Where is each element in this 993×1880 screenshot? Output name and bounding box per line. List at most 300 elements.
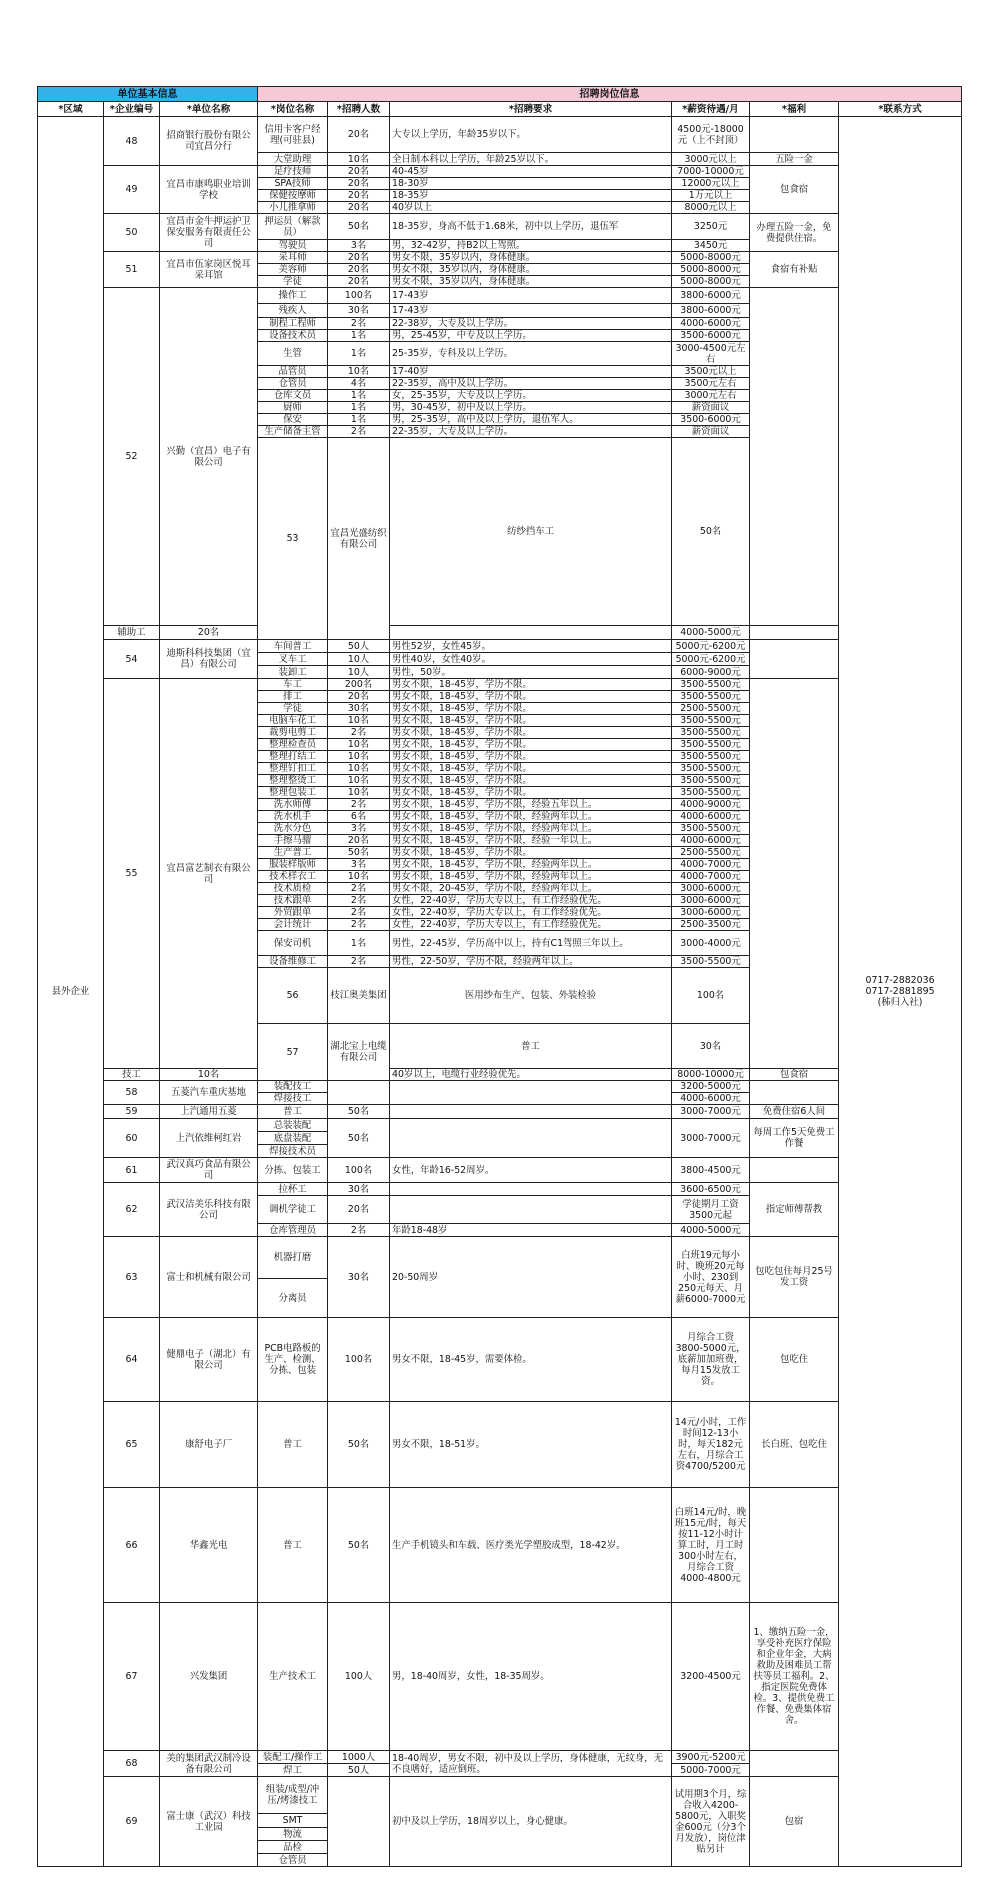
table-row [38, 1318, 962, 1402]
company-name-cell: 华鑫光电 [160, 1488, 258, 1603]
position-cell: 外贸跟单 [258, 907, 328, 919]
headcount-cell: 30名 [672, 1024, 750, 1069]
position-cell: 保安司机 [258, 931, 328, 956]
headcount-cell: 20名 [328, 264, 390, 276]
table-row [38, 1777, 962, 1814]
headcount-cell: 20名 [328, 117, 390, 153]
requirements-cell: 40岁以上 [390, 202, 672, 214]
headcount-cell: 100名 [672, 968, 750, 1024]
headcount-cell: 2名 [328, 318, 390, 330]
headcount-cell: 2名 [328, 799, 390, 811]
headcount-cell: 200名 [328, 679, 390, 691]
welfare-cell [750, 1158, 839, 1183]
position-cell: 装配技工 [258, 1081, 328, 1093]
headcount-cell: 50名 [328, 214, 390, 240]
salary-cell: 5000元-6200元 [672, 653, 750, 666]
salary-cell: 3500-5500元 [672, 691, 750, 703]
table-row [38, 1105, 962, 1119]
welfare-cell: 免费住宿6人间 [750, 1105, 839, 1119]
headcount-cell: 2名 [328, 883, 390, 895]
company-name-cell: 五菱汽车重庆基地 [160, 1081, 258, 1105]
requirements-cell: 男，30-45岁，初中及以上学历。 [390, 402, 672, 414]
welfare-cell: 每周工作5天免费工作餐 [750, 1119, 839, 1158]
requirements-cell: 男女不限，18-45岁，学历不限。 [390, 763, 672, 775]
table-row [38, 626, 962, 640]
table-row [38, 252, 962, 264]
headcount-cell: 10人 [328, 666, 390, 679]
position-cell: 排工 [258, 691, 328, 703]
company-no-cell: 69 [104, 1777, 160, 1867]
requirements-cell [390, 1196, 672, 1224]
region-cell: 县外企业 [38, 117, 104, 1867]
table-row [38, 1069, 962, 1081]
position-cell: 整理检查员 [258, 739, 328, 751]
headcount-cell: 2名 [328, 956, 390, 968]
header-salary: *薪资待遇/月 [672, 102, 750, 117]
table-row [38, 1751, 962, 1764]
headcount-cell: 100人 [328, 1603, 390, 1751]
salary-cell: 3450元 [672, 240, 750, 252]
salary-cell: 4500元-18000元（上不封顶） [672, 117, 750, 153]
welfare-cell [750, 1751, 839, 1777]
position-cell: SPA技师 [258, 178, 328, 190]
company-no-cell: 56 [258, 968, 328, 1024]
position-cell: 操作工 [258, 288, 328, 304]
welfare-cell [750, 117, 839, 153]
position-cell: 叉车工 [258, 653, 328, 666]
requirements-cell [390, 1183, 672, 1196]
salary-cell: 3000-4500元左右 [672, 342, 750, 366]
headcount-cell: 10名 [328, 751, 390, 763]
headcount-cell: 10名 [328, 739, 390, 751]
welfare-cell [750, 288, 839, 626]
company-no-cell: 66 [104, 1488, 160, 1603]
requirements-cell: 男性40岁，女性40岁。 [390, 653, 672, 666]
company-name-cell: 湖北宝上电缆有限公司 [328, 1024, 390, 1081]
headcount-cell: 30名 [328, 1183, 390, 1196]
position-cell: 残疾人 [258, 304, 328, 318]
headcount-cell: 1名 [328, 390, 390, 402]
salary-cell: 3000-7000元 [672, 1105, 750, 1119]
requirements-cell: 男性，22-45岁，学历高中以上，持有C1驾照三年以上。 [390, 931, 672, 956]
salary-cell: 3500-5500元 [672, 775, 750, 787]
salary-cell: 3500元左右 [672, 378, 750, 390]
requirements-cell: 22-35岁，大专及以上学历。 [390, 426, 672, 438]
position-cell: 采耳师 [258, 252, 328, 264]
salary-cell: 试用期3个月，综合收入4200-5800元，入职奖金600元（分3个月发放），岗位津贴另计 [672, 1777, 750, 1867]
salary-cell: 8000元以上 [672, 202, 750, 214]
headcount-cell: 2名 [328, 426, 390, 438]
position-cell: 大堂助理 [258, 153, 328, 166]
position-cell: 普工 [390, 1024, 672, 1069]
salary-cell: 4000-6000元 [672, 1093, 750, 1105]
table-row [38, 1119, 962, 1132]
salary-cell: 3800-6000元 [672, 288, 750, 304]
salary-cell: 3600-6500元 [672, 1183, 750, 1196]
company-name-cell: 美的集团武汉制冷设备有限公司 [160, 1751, 258, 1777]
position-cell: 仓管员 [258, 378, 328, 390]
requirements-cell: 20-50周岁 [390, 1237, 672, 1318]
salary-cell: 7000-10000元 [672, 166, 750, 178]
requirements-cell: 男，25-45岁，中专及以上学历。 [390, 330, 672, 342]
company-no-cell: 68 [104, 1751, 160, 1777]
position-cell: 学徒 [258, 703, 328, 715]
requirements-cell: 17-43岁 [390, 304, 672, 318]
company-no-cell: 67 [104, 1603, 160, 1751]
headcount-cell: 3名 [328, 823, 390, 835]
welfare-cell: 长白班、包吃住 [750, 1402, 839, 1488]
company-name-cell: 富士康（武汉）科技工业园 [160, 1777, 258, 1867]
company-name-cell: 康舒电子厂 [160, 1402, 258, 1488]
salary-cell: 4000-5000元 [672, 626, 750, 640]
company-no-cell: 53 [258, 438, 328, 640]
position-cell: 普工 [258, 1488, 328, 1603]
position-cell: 驾驶员 [258, 240, 328, 252]
company-name-cell: 武汉洁美乐科技有限公司 [160, 1183, 258, 1237]
headcount-cell [328, 1081, 390, 1105]
position-cell: 总装装配 [258, 1119, 328, 1132]
header-company-name: *单位名称 [160, 102, 258, 117]
position-cell: 辅助工 [104, 626, 160, 640]
salary-cell: 5000-8000元 [672, 276, 750, 288]
table-row [38, 679, 962, 691]
requirements-cell: 男女不限，35岁以内，身体健康。 [390, 264, 672, 276]
welfare-cell [750, 1488, 839, 1603]
position-cell: PCB电路板的生产、检测、分拣、包装 [258, 1318, 328, 1402]
salary-cell: 6000-9000元 [672, 666, 750, 679]
headcount-cell: 10名 [328, 787, 390, 799]
position-cell: 拉杯工 [258, 1183, 328, 1196]
table-row [38, 1237, 962, 1279]
position-cell: 保安 [258, 414, 328, 426]
headcount-cell: 20名 [328, 691, 390, 703]
salary-cell: 5000-8000元 [672, 264, 750, 276]
headcount-cell: 10名 [328, 775, 390, 787]
recruitment-table-sheet [37, 86, 961, 1867]
requirements-cell: 男，18-40周岁，女性，18-35周岁。 [390, 1603, 672, 1751]
position-cell: 技术样衣工 [258, 871, 328, 883]
requirements-cell [390, 1081, 672, 1105]
position-cell: 车工 [258, 679, 328, 691]
position-cell: 焊接技术员 [258, 1145, 328, 1158]
salary-cell: 3000元以上 [672, 153, 750, 166]
welfare-cell: 食宿有补贴 [750, 252, 839, 288]
salary-cell: 3500-5500元 [672, 739, 750, 751]
requirements-cell: 男性，22-50岁，学历不限，经验两年以上。 [390, 956, 672, 968]
position-cell: 品管员 [258, 366, 328, 378]
position-cell: 仓库文员 [258, 390, 328, 402]
requirements-cell: 男女不限，18-45岁，学历不限，经验两年以上。 [390, 823, 672, 835]
position-cell: 整理打结工 [258, 751, 328, 763]
salary-cell: 5000-8000元 [672, 252, 750, 264]
requirements-cell: 男女不限，18-45岁，学历不限，经验一年以上。 [390, 835, 672, 847]
table-row [38, 1158, 962, 1183]
salary-cell: 3000元左右 [672, 390, 750, 402]
position-cell: 电脑车花工 [258, 715, 328, 727]
requirements-cell: 男女不限，18-45岁，学历不限。 [390, 679, 672, 691]
headcount-cell: 3名 [328, 859, 390, 871]
salary-cell: 3500-6000元 [672, 330, 750, 342]
salary-cell: 4000-6000元 [672, 318, 750, 330]
headcount-cell: 20名 [328, 202, 390, 214]
recruitment-table [37, 86, 962, 1867]
header-position: *岗位名称 [258, 102, 328, 117]
company-no-cell: 55 [104, 679, 160, 1069]
headcount-cell: 20名 [328, 252, 390, 264]
requirements-cell: 男女不限，18-45岁，学历不限。 [390, 751, 672, 763]
salary-cell: 3500-5500元 [672, 727, 750, 739]
position-cell: 焊工 [258, 1764, 328, 1777]
table-row [38, 1603, 962, 1751]
company-no-cell: 48 [104, 117, 160, 166]
salary-cell: 5000元-6200元 [672, 640, 750, 653]
position-cell: 设备维修工 [258, 956, 328, 968]
headcount-cell: 50名 [328, 847, 390, 859]
position-cell: 手擦马骝 [258, 835, 328, 847]
table-body [38, 117, 962, 1867]
salary-cell: 月综合工资3800-5000元，底薪加加班费，每月15发放工资。 [672, 1318, 750, 1402]
requirements-cell: 全日制本科以上学历，年龄25岁以下。 [390, 153, 672, 166]
requirements-cell: 男女不限，35岁以内，身体健康。 [390, 252, 672, 264]
company-name-cell: 上汽通用五菱 [160, 1105, 258, 1119]
requirements-cell: 初中及以上学历，18周岁以上，身心健康。 [390, 1777, 672, 1867]
requirements-cell [390, 1119, 672, 1158]
headcount-cell: 50名 [328, 1105, 390, 1119]
salary-cell: 3500-6000元 [672, 414, 750, 426]
company-no-cell: 50 [104, 214, 160, 252]
headcount-cell: 2名 [328, 895, 390, 907]
company-name-cell: 宜昌光盛纺织有限公司 [328, 438, 390, 640]
headcount-cell: 10名 [160, 1069, 258, 1081]
salary-cell: 学徒期月工资3500元起 [672, 1196, 750, 1224]
headcount-cell: 10人 [328, 653, 390, 666]
headcount-cell: 20名 [328, 166, 390, 178]
company-no-cell: 59 [104, 1105, 160, 1119]
position-cell: 厨师 [258, 402, 328, 414]
contact-cell: 0717-2882036 0717-2881895 (秭归入社) [839, 117, 962, 1867]
headcount-cell: 50名 [328, 1488, 390, 1603]
requirements-cell [390, 626, 672, 640]
table-row [38, 117, 962, 153]
headcount-cell: 10名 [328, 366, 390, 378]
headcount-cell: 30名 [328, 703, 390, 715]
headcount-cell: 50名 [672, 438, 750, 626]
requirements-cell: 男女不限，18-45岁，学历不限。 [390, 727, 672, 739]
requirements-cell: 男女不限，18-45岁，学历不限，经验两年以上。 [390, 811, 672, 823]
company-name-cell: 健鼎电子（湖北）有限公司 [160, 1318, 258, 1402]
position-cell: 小儿推拿师 [258, 202, 328, 214]
salary-cell: 14元/小时，工作时间12-13小时，每天182元左右，月综合工资4700/5200元 [672, 1402, 750, 1488]
requirements-cell: 男女不限，20-45岁，学历不限，经验两年以上。 [390, 883, 672, 895]
requirements-cell: 生产手机镜头和车载、医疗类光学塑胶成型，18-42岁。 [390, 1488, 672, 1603]
table-row [38, 166, 962, 178]
salary-cell: 3500-5500元 [672, 787, 750, 799]
welfare-cell: 包食宿 [750, 1069, 839, 1081]
requirements-cell: 男女不限，18-45岁，学历不限。 [390, 787, 672, 799]
salary-cell: 3250元 [672, 214, 750, 240]
requirements-cell: 男女不限，18-45岁，学历不限。 [390, 775, 672, 787]
position-cell: 足疗技师 [258, 166, 328, 178]
salary-cell: 3800-4500元 [672, 1158, 750, 1183]
salary-cell: 白班19元每小时、晚班20元每小时、230到250元每天、月薪6000-7000元 [672, 1237, 750, 1318]
position-cell: 洗水分色 [258, 823, 328, 835]
welfare-cell [750, 679, 839, 1069]
position-cell: 组装/成型/冲压/烤漆技工 [258, 1777, 328, 1814]
headcount-cell: 20名 [160, 626, 258, 640]
headcount-cell: 30名 [328, 304, 390, 318]
headcount-cell: 20名 [328, 276, 390, 288]
headcount-cell: 1名 [328, 402, 390, 414]
salary-cell: 2500-3500元 [672, 919, 750, 931]
requirements-cell: 男女不限，18-45岁，学历不限，经验两年以上。 [390, 871, 672, 883]
position-cell: 仓库管理员 [258, 1224, 328, 1237]
headcount-cell: 6名 [328, 811, 390, 823]
position-cell: 技术质检 [258, 883, 328, 895]
position-cell: 裁剪电剪工 [258, 727, 328, 739]
company-name-cell: 宜昌市金牛押运护卫保安服务有限责任公司 [160, 214, 258, 252]
requirements-cell: 18-30岁 [390, 178, 672, 190]
company-name-cell: 上汽依维柯红岩 [160, 1119, 258, 1158]
header-region: *区域 [38, 102, 104, 117]
section-basic-info: 单位基本信息 [38, 87, 258, 102]
company-name-cell: 宜昌富艺制衣有限公司 [160, 679, 258, 1069]
salary-cell: 3500-5500元 [672, 751, 750, 763]
position-cell: 技工 [104, 1069, 160, 1081]
requirements-cell: 17-40岁 [390, 366, 672, 378]
welfare-cell [750, 640, 839, 679]
headcount-cell: 2名 [328, 919, 390, 931]
salary-cell: 3000-7000元 [672, 1119, 750, 1158]
welfare-cell: 包宿 [750, 1777, 839, 1867]
headcount-cell: 2名 [328, 907, 390, 919]
requirements-cell: 年龄18-48岁 [390, 1224, 672, 1237]
requirements-cell: 男女不限，35岁以内，身体健康。 [390, 276, 672, 288]
company-no-cell: 63 [104, 1237, 160, 1318]
salary-cell: 1万元以上 [672, 190, 750, 202]
requirements-cell: 40-45岁 [390, 166, 672, 178]
position-cell: 生产普工 [258, 847, 328, 859]
company-name-cell: 兴勤（宜昌）电子有限公司 [160, 288, 258, 626]
position-cell: 生管 [258, 342, 328, 366]
position-cell: 车间普工 [258, 640, 328, 653]
salary-cell: 3500-5500元 [672, 763, 750, 775]
welfare-cell [750, 1081, 839, 1105]
company-no-cell: 61 [104, 1158, 160, 1183]
position-cell: 整理整烫工 [258, 775, 328, 787]
headcount-cell: 10名 [328, 715, 390, 727]
company-no-cell: 49 [104, 166, 160, 214]
header-welfare: *福利 [750, 102, 839, 117]
header-requirements: *招聘要求 [390, 102, 672, 117]
company-no-cell: 57 [258, 1024, 328, 1081]
position-cell: 调机学徒工 [258, 1196, 328, 1224]
headcount-cell: 20名 [328, 190, 390, 202]
position-cell: 美容师 [258, 264, 328, 276]
header-contact: *联系方式 [839, 102, 962, 117]
position-cell: 分拣、包装工 [258, 1158, 328, 1183]
company-no-cell: 65 [104, 1402, 160, 1488]
requirements-cell [390, 1105, 672, 1119]
salary-cell: 4000-9000元 [672, 799, 750, 811]
headcount-cell: 50名 [328, 1402, 390, 1488]
requirements-cell: 女性，22-40岁，学历大专以上，有工作经验优先。 [390, 895, 672, 907]
headcount-cell: 50名 [328, 1119, 390, 1158]
headcount-cell: 50人 [328, 1764, 390, 1777]
salary-cell: 白班14元/时，晚班15元/时，每天按11-12小时计算工时，月工时300小时左右，月综合工资4000-4800元 [672, 1488, 750, 1603]
salary-cell: 4000-5000元 [672, 1224, 750, 1237]
requirements-cell: 男女不限，18-45岁，学历不限。 [390, 847, 672, 859]
requirements-cell: 男，25-35岁，高中及以上学历，退伍军人。 [390, 414, 672, 426]
company-no-cell: 52 [104, 288, 160, 626]
headcount-cell: 30名 [328, 1237, 390, 1318]
requirements-cell: 男女不限，18-45岁，学历不限。 [390, 715, 672, 727]
company-name-cell: 兴发集团 [160, 1603, 258, 1751]
salary-cell: 3500-5500元 [672, 956, 750, 968]
headcount-cell: 2名 [328, 727, 390, 739]
position-cell: 装配工/操作工 [258, 1751, 328, 1764]
position-cell: 普工 [258, 1105, 328, 1119]
requirements-cell: 男女不限，18-51岁。 [390, 1402, 672, 1488]
position-cell: 保健按摩师 [258, 190, 328, 202]
headcount-cell: 1000人 [328, 1751, 390, 1764]
position-cell: 制程工程师 [258, 318, 328, 330]
salary-cell: 3500-5500元 [672, 679, 750, 691]
company-no-cell: 58 [104, 1081, 160, 1105]
salary-cell: 4000-6000元 [672, 811, 750, 823]
company-name-cell: 枝江奥美集团 [328, 968, 390, 1024]
headcount-cell: 10名 [328, 153, 390, 166]
headcount-cell: 10名 [328, 763, 390, 775]
salary-cell: 12000元以上 [672, 178, 750, 190]
requirements-cell: 男女不限，18-45岁，学历不限。 [390, 691, 672, 703]
header-headcount: *招聘人数 [328, 102, 390, 117]
position-cell: 医用纱布生产、包装、外装检验 [390, 968, 672, 1024]
header-company-no: *企业编号 [104, 102, 160, 117]
requirements-cell: 男性52岁，女性45岁。 [390, 640, 672, 653]
position-cell: 生产技术工 [258, 1603, 328, 1751]
headcount-cell: 20名 [328, 178, 390, 190]
position-cell: 底盘装配 [258, 1132, 328, 1145]
headcount-cell: 20名 [328, 835, 390, 847]
position-cell: 技术跟单 [258, 895, 328, 907]
requirements-cell: 22-38岁，大专及以上学历。 [390, 318, 672, 330]
position-cell: 品检 [258, 1841, 328, 1854]
requirements-cell: 18-40周岁，男女不限，初中及以上学历，身体健康，无纹身，无不良嗜好，适应倒班。 [390, 1751, 672, 1777]
requirements-cell: 男，32-42岁，持B2以上驾照。 [390, 240, 672, 252]
position-cell: 洗水机手 [258, 811, 328, 823]
company-name-cell: 宜昌市伍家岗区悦耳采耳馆 [160, 252, 258, 288]
position-cell: 物流 [258, 1828, 328, 1841]
headcount-cell: 1名 [328, 414, 390, 426]
position-cell: 学徒 [258, 276, 328, 288]
requirements-cell: 男女不限，18-45岁，学历不限，经验两年以上。 [390, 859, 672, 871]
headcount-cell: 4名 [328, 378, 390, 390]
position-cell: 纺纱挡车工 [390, 438, 672, 626]
headcount-cell: 100名 [328, 288, 390, 304]
company-name-cell: 招商银行股份有限公司宜昌分行 [160, 117, 258, 166]
headcount-cell: 1名 [328, 330, 390, 342]
headcount-cell: 3名 [328, 240, 390, 252]
position-cell: 分离员 [258, 1279, 328, 1318]
requirements-cell: 40岁以上，电缆行业经验优先。 [390, 1069, 672, 1081]
position-cell: 服装样版师 [258, 859, 328, 871]
position-cell: 整理钉扣工 [258, 763, 328, 775]
salary-cell: 3500-5500元 [672, 715, 750, 727]
salary-cell: 3500-5500元 [672, 823, 750, 835]
headcount-cell: 2名 [328, 1224, 390, 1237]
salary-cell: 2500-5500元 [672, 847, 750, 859]
requirements-cell: 男女不限，18-45岁，学历不限。 [390, 703, 672, 715]
